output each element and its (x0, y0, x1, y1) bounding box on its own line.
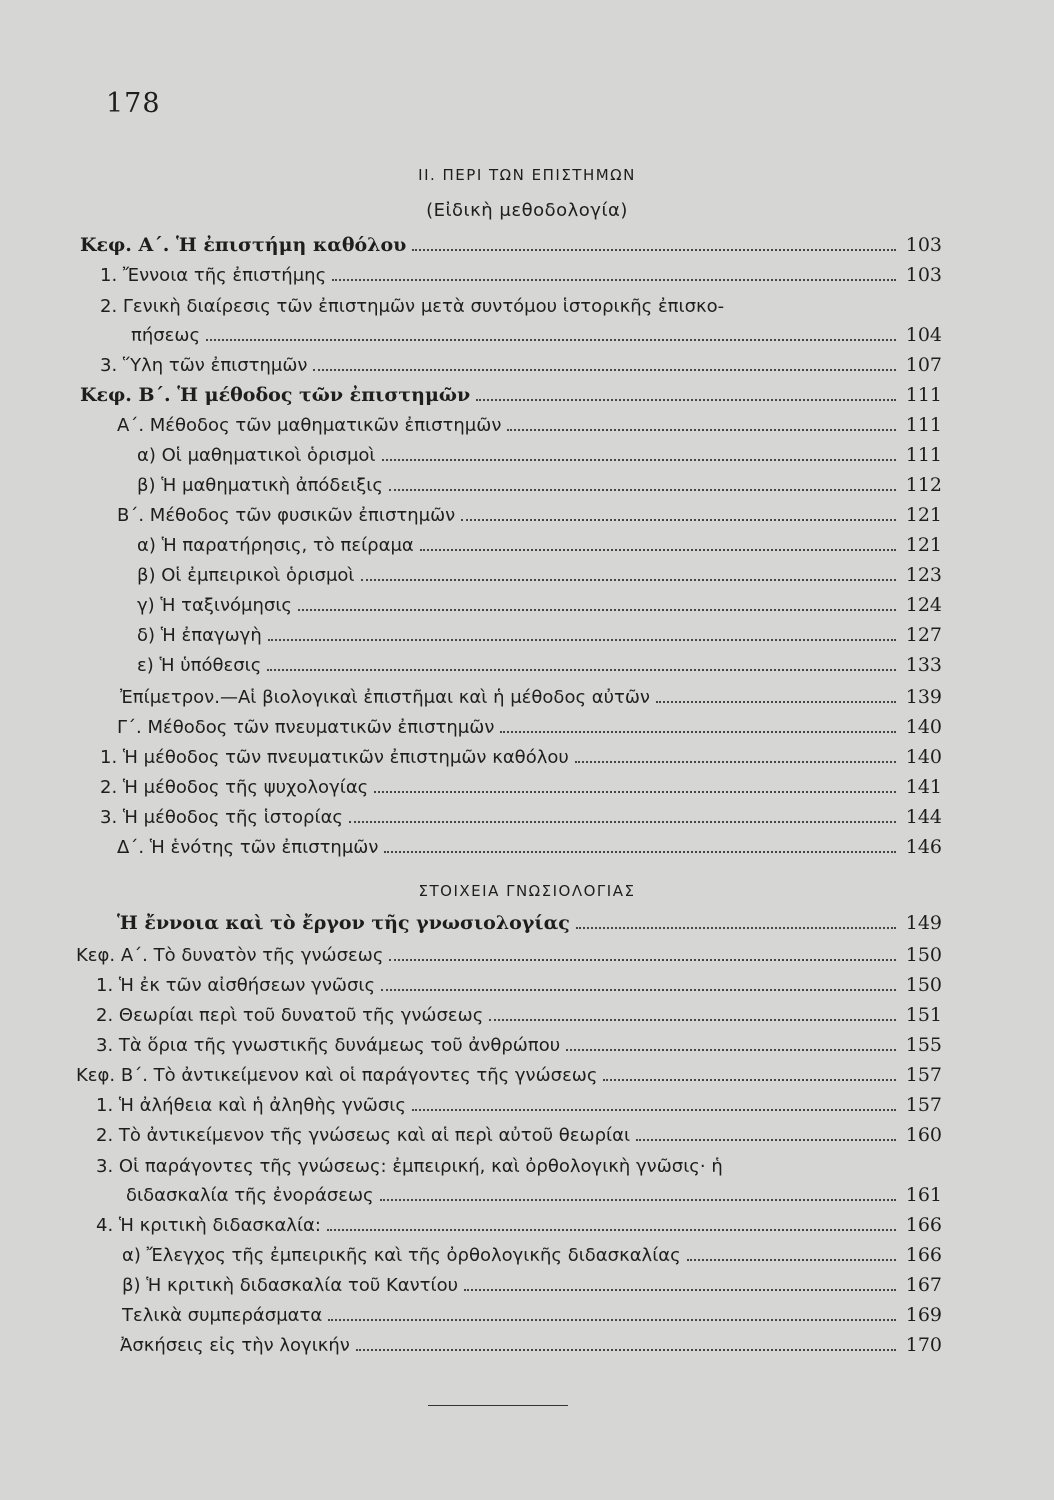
toc-page: 111 (905, 414, 942, 436)
toc-entry[interactable] (76, 1064, 942, 1094)
toc-label: Κεφ. Α΄. Τὸ δυνατὸν τῆς γνώσεως (76, 945, 384, 966)
toc-entry[interactable] (117, 716, 942, 746)
toc-entry[interactable] (137, 594, 942, 624)
toc-entry[interactable] (117, 836, 942, 866)
toc-label: 2. Θεωρίαι περὶ τοῦ δυνατοῦ τῆς γνώσεως (96, 1005, 484, 1026)
dot-leader (420, 549, 896, 551)
toc-page: 144 (905, 806, 942, 828)
dot-leader (489, 1019, 896, 1021)
toc-page: 150 (905, 974, 942, 996)
toc-entry[interactable] (100, 354, 942, 384)
toc-page: 112 (905, 474, 942, 496)
toc-page: 149 (905, 912, 942, 934)
dot-leader (389, 489, 896, 491)
toc-page: 140 (905, 716, 942, 738)
dot-leader (566, 1049, 896, 1051)
toc-page: 121 (905, 504, 942, 526)
toc-label: β) Ἡ κριτικὴ διδασκαλία τοῦ Καντίου (122, 1275, 459, 1296)
toc-label: γ) Ἡ ταξινόμησις (137, 595, 292, 616)
toc-entry[interactable] (100, 264, 942, 294)
toc-label: Ἐπίμετρον.—Αἱ βιολογικαὶ ἐπιστῆμαι καὶ ἡ μέθοδος αὐτῶν (120, 687, 650, 708)
toc-page: 139 (905, 686, 942, 708)
toc-entry[interactable] (96, 974, 942, 1004)
page-number: 178 (106, 88, 161, 119)
dot-leader (298, 609, 896, 611)
toc-entry[interactable] (120, 686, 942, 716)
dot-leader (461, 519, 896, 521)
dot-leader (507, 429, 896, 431)
toc-label: α) Ἡ παρατήρησις, τὸ πείραμα (137, 535, 414, 556)
toc-entry[interactable] (137, 564, 942, 594)
toc-label: 3. Τὰ ὅρια τῆς γνωστικῆς δυνάμεως τοῦ ἀνθρώπου (96, 1035, 561, 1056)
dot-leader (603, 1079, 896, 1081)
toc-page: 150 (905, 944, 942, 966)
toc-page: 157 (905, 1094, 942, 1116)
dot-leader (361, 579, 897, 581)
toc-label: 1. Ἡ ἀλήθεια καὶ ἡ ἀληθὴς γνῶσις (96, 1095, 406, 1116)
toc-label: 1. Ἔννοια τῆς ἐπιστήμης (100, 265, 327, 286)
toc-entry[interactable] (100, 746, 942, 776)
toc-entry[interactable] (80, 234, 942, 264)
dot-leader (576, 927, 896, 929)
toc-label: 1. Ἡ ἐκ τῶν αἰσθήσεων γνῶσις (96, 975, 376, 996)
toc-label: Α΄. Μέθοδος τῶν μαθηματικῶν ἐπιστημῶν (117, 415, 502, 436)
toc-label: β) Οἱ ἐμπειρικοὶ ὁρισμοὶ (137, 565, 355, 586)
dot-leader (500, 731, 896, 733)
toc-entry[interactable] (117, 414, 942, 444)
toc-label: Δ΄. Ἡ ἑνότης τῶν ἐπιστημῶν (117, 837, 379, 858)
section-title: ΙΙ. ΠΕΡΙ ΤΩΝ ΕΠΙΣΤΗΜΩΝ (418, 166, 636, 184)
toc-label: Γ΄. Μέθοδος τῶν πνευματικῶν ἐπιστημῶν (117, 717, 495, 738)
toc-page: 124 (905, 594, 942, 616)
toc-label: Κεφ. Β΄. Τὸ ἀντικείμενον καὶ οἱ παράγοντες τῆς γνώσεως (76, 1065, 598, 1086)
toc-page: 107 (905, 354, 942, 376)
toc-entry[interactable] (117, 504, 942, 534)
toc-page: 121 (905, 534, 942, 556)
toc-page: 151 (905, 1004, 942, 1026)
toc-entry[interactable] (137, 624, 942, 654)
dot-leader (328, 1319, 896, 1321)
dot-leader (267, 669, 896, 671)
toc-page: 103 (905, 264, 942, 286)
toc-entry[interactable] (120, 1334, 942, 1364)
toc-page: 160 (905, 1124, 942, 1146)
toc-page: 167 (905, 1274, 942, 1296)
dot-leader (656, 701, 896, 703)
toc-label: Κεφ. Β΄. Ἡ μέθοδος τῶν ἐπιστημῶν (80, 384, 471, 406)
toc-page: 103 (905, 234, 942, 256)
dot-leader (476, 399, 896, 401)
toc-entry[interactable] (122, 1244, 942, 1274)
dot-leader (382, 459, 897, 461)
toc-entry[interactable] (122, 1304, 942, 1334)
toc-page: 133 (905, 654, 942, 676)
dot-leader (381, 989, 896, 991)
dot-leader (268, 639, 896, 641)
toc-entry[interactable] (96, 1004, 942, 1034)
toc-label: β) Ἡ μαθηματικὴ ἀπόδειξις (137, 475, 383, 496)
toc-entry[interactable] (96, 1094, 942, 1124)
toc-entry[interactable] (122, 1274, 942, 1304)
dot-leader (206, 339, 896, 341)
dot-leader (313, 369, 896, 371)
toc-page: 111 (905, 384, 942, 406)
section-title: ΣΤΟΙΧΕΙΑ ΓΝΩΣΙΟΛΟΓΙΑΣ (418, 882, 636, 900)
toc-entry[interactable] (96, 1214, 942, 1244)
toc-label: 1. Ἡ μέθοδος τῶν πνευματικῶν ἐπιστημῶν καθόλου (100, 747, 569, 768)
toc-label: διδασκαλία τῆς ἐνοράσεως (126, 1185, 374, 1206)
toc-label: Ἀσκήσεις εἰς τὴν λογικήν (120, 1335, 350, 1356)
dot-leader (389, 959, 896, 961)
toc-label: α) Ἔλεγχος τῆς ἐμπειρικῆς καὶ τῆς ὀρθολογικῆς διδασκαλίας (122, 1245, 681, 1266)
toc-page: 169 (905, 1304, 942, 1326)
toc-page: 155 (905, 1034, 942, 1056)
toc-page: 146 (905, 836, 942, 858)
dot-leader (412, 1109, 896, 1111)
toc-page: 140 (905, 746, 942, 768)
toc-entry[interactable] (131, 324, 942, 354)
dot-leader (636, 1139, 896, 1141)
dot-leader (687, 1259, 896, 1261)
dot-leader (332, 279, 896, 281)
dot-leader (356, 1349, 896, 1351)
dot-leader (575, 761, 896, 763)
toc-entry[interactable] (80, 384, 942, 414)
toc-label: ε) Ἡ ὑπόθεσις (137, 655, 262, 676)
toc-entry[interactable] (96, 1124, 942, 1154)
toc-label: α) Οἱ μαθηματικοὶ ὁρισμοὶ (137, 445, 376, 466)
toc-label: πήσεως (131, 325, 201, 346)
footer-rule (428, 1405, 568, 1406)
toc-label: 2. Ἡ μέθοδος τῆς ψυχολογίας (100, 777, 369, 798)
toc-page: 123 (905, 564, 942, 586)
toc-entry[interactable] (126, 1184, 942, 1214)
toc-page: 111 (905, 444, 942, 466)
toc-label: Ἡ ἔννοια καὶ τὸ ἔργον τῆς γνωσιολογίας (117, 912, 570, 934)
toc-page: 157 (905, 1064, 942, 1086)
toc-label: δ) Ἡ ἐπαγωγὴ (137, 625, 262, 646)
toc-label: 3. Ὕλη τῶν ἐπιστημῶν (100, 355, 308, 376)
toc-entry[interactable] (137, 534, 942, 564)
toc-entry-line1: 3. Οἱ παράγοντες τῆς γνώσεως: ἐμπειρική, καὶ ὀρθολογικὴ γνῶσις· ἡ (96, 1156, 723, 1177)
dot-leader (349, 821, 896, 823)
toc-page: 166 (905, 1244, 942, 1266)
section-subtitle: (Εἰδικὴ μεθοδολογία) (426, 200, 628, 221)
toc-page: 170 (905, 1334, 942, 1356)
toc-page: 161 (905, 1184, 942, 1206)
dot-leader (327, 1229, 896, 1231)
toc-label: Κεφ. Α΄. Ἡ ἐπιστήμη καθόλου (80, 234, 407, 256)
toc-page: 104 (905, 324, 942, 346)
toc-entry[interactable] (137, 654, 942, 684)
toc-label: 3. Ἡ μέθοδος τῆς ἱστορίας (100, 807, 343, 828)
toc-label: 4. Ἡ κριτικὴ διδασκαλία: (96, 1215, 321, 1236)
toc-entry[interactable] (137, 474, 942, 504)
dot-leader (412, 249, 896, 251)
toc-entry[interactable] (100, 806, 942, 836)
toc-entry[interactable] (117, 912, 942, 942)
toc-page: 141 (905, 776, 942, 798)
toc-label: Β΄. Μέθοδος τῶν φυσικῶν ἐπιστημῶν (117, 505, 456, 526)
toc-entry[interactable] (137, 444, 942, 474)
toc-entry[interactable] (76, 944, 942, 974)
dot-leader (380, 1199, 896, 1201)
dot-leader (384, 851, 896, 853)
toc-page: 127 (905, 624, 942, 646)
dot-leader (464, 1289, 896, 1291)
toc-label: 2. Τὸ ἀντικείμενον τῆς γνώσεως καὶ αἱ περὶ αὐτοῦ θεωρίαι (96, 1125, 631, 1146)
toc-entry[interactable] (100, 776, 942, 806)
toc-entry-line1: 2. Γενικὴ διαίρεσις τῶν ἐπιστημῶν μετὰ συντόμου ἱστορικῆς ἐπισκο- (100, 296, 725, 317)
toc-entry[interactable] (96, 1034, 942, 1064)
toc-label: Τελικὰ συμπεράσματα (122, 1305, 323, 1326)
dot-leader (374, 791, 896, 793)
toc-page: 166 (905, 1214, 942, 1236)
